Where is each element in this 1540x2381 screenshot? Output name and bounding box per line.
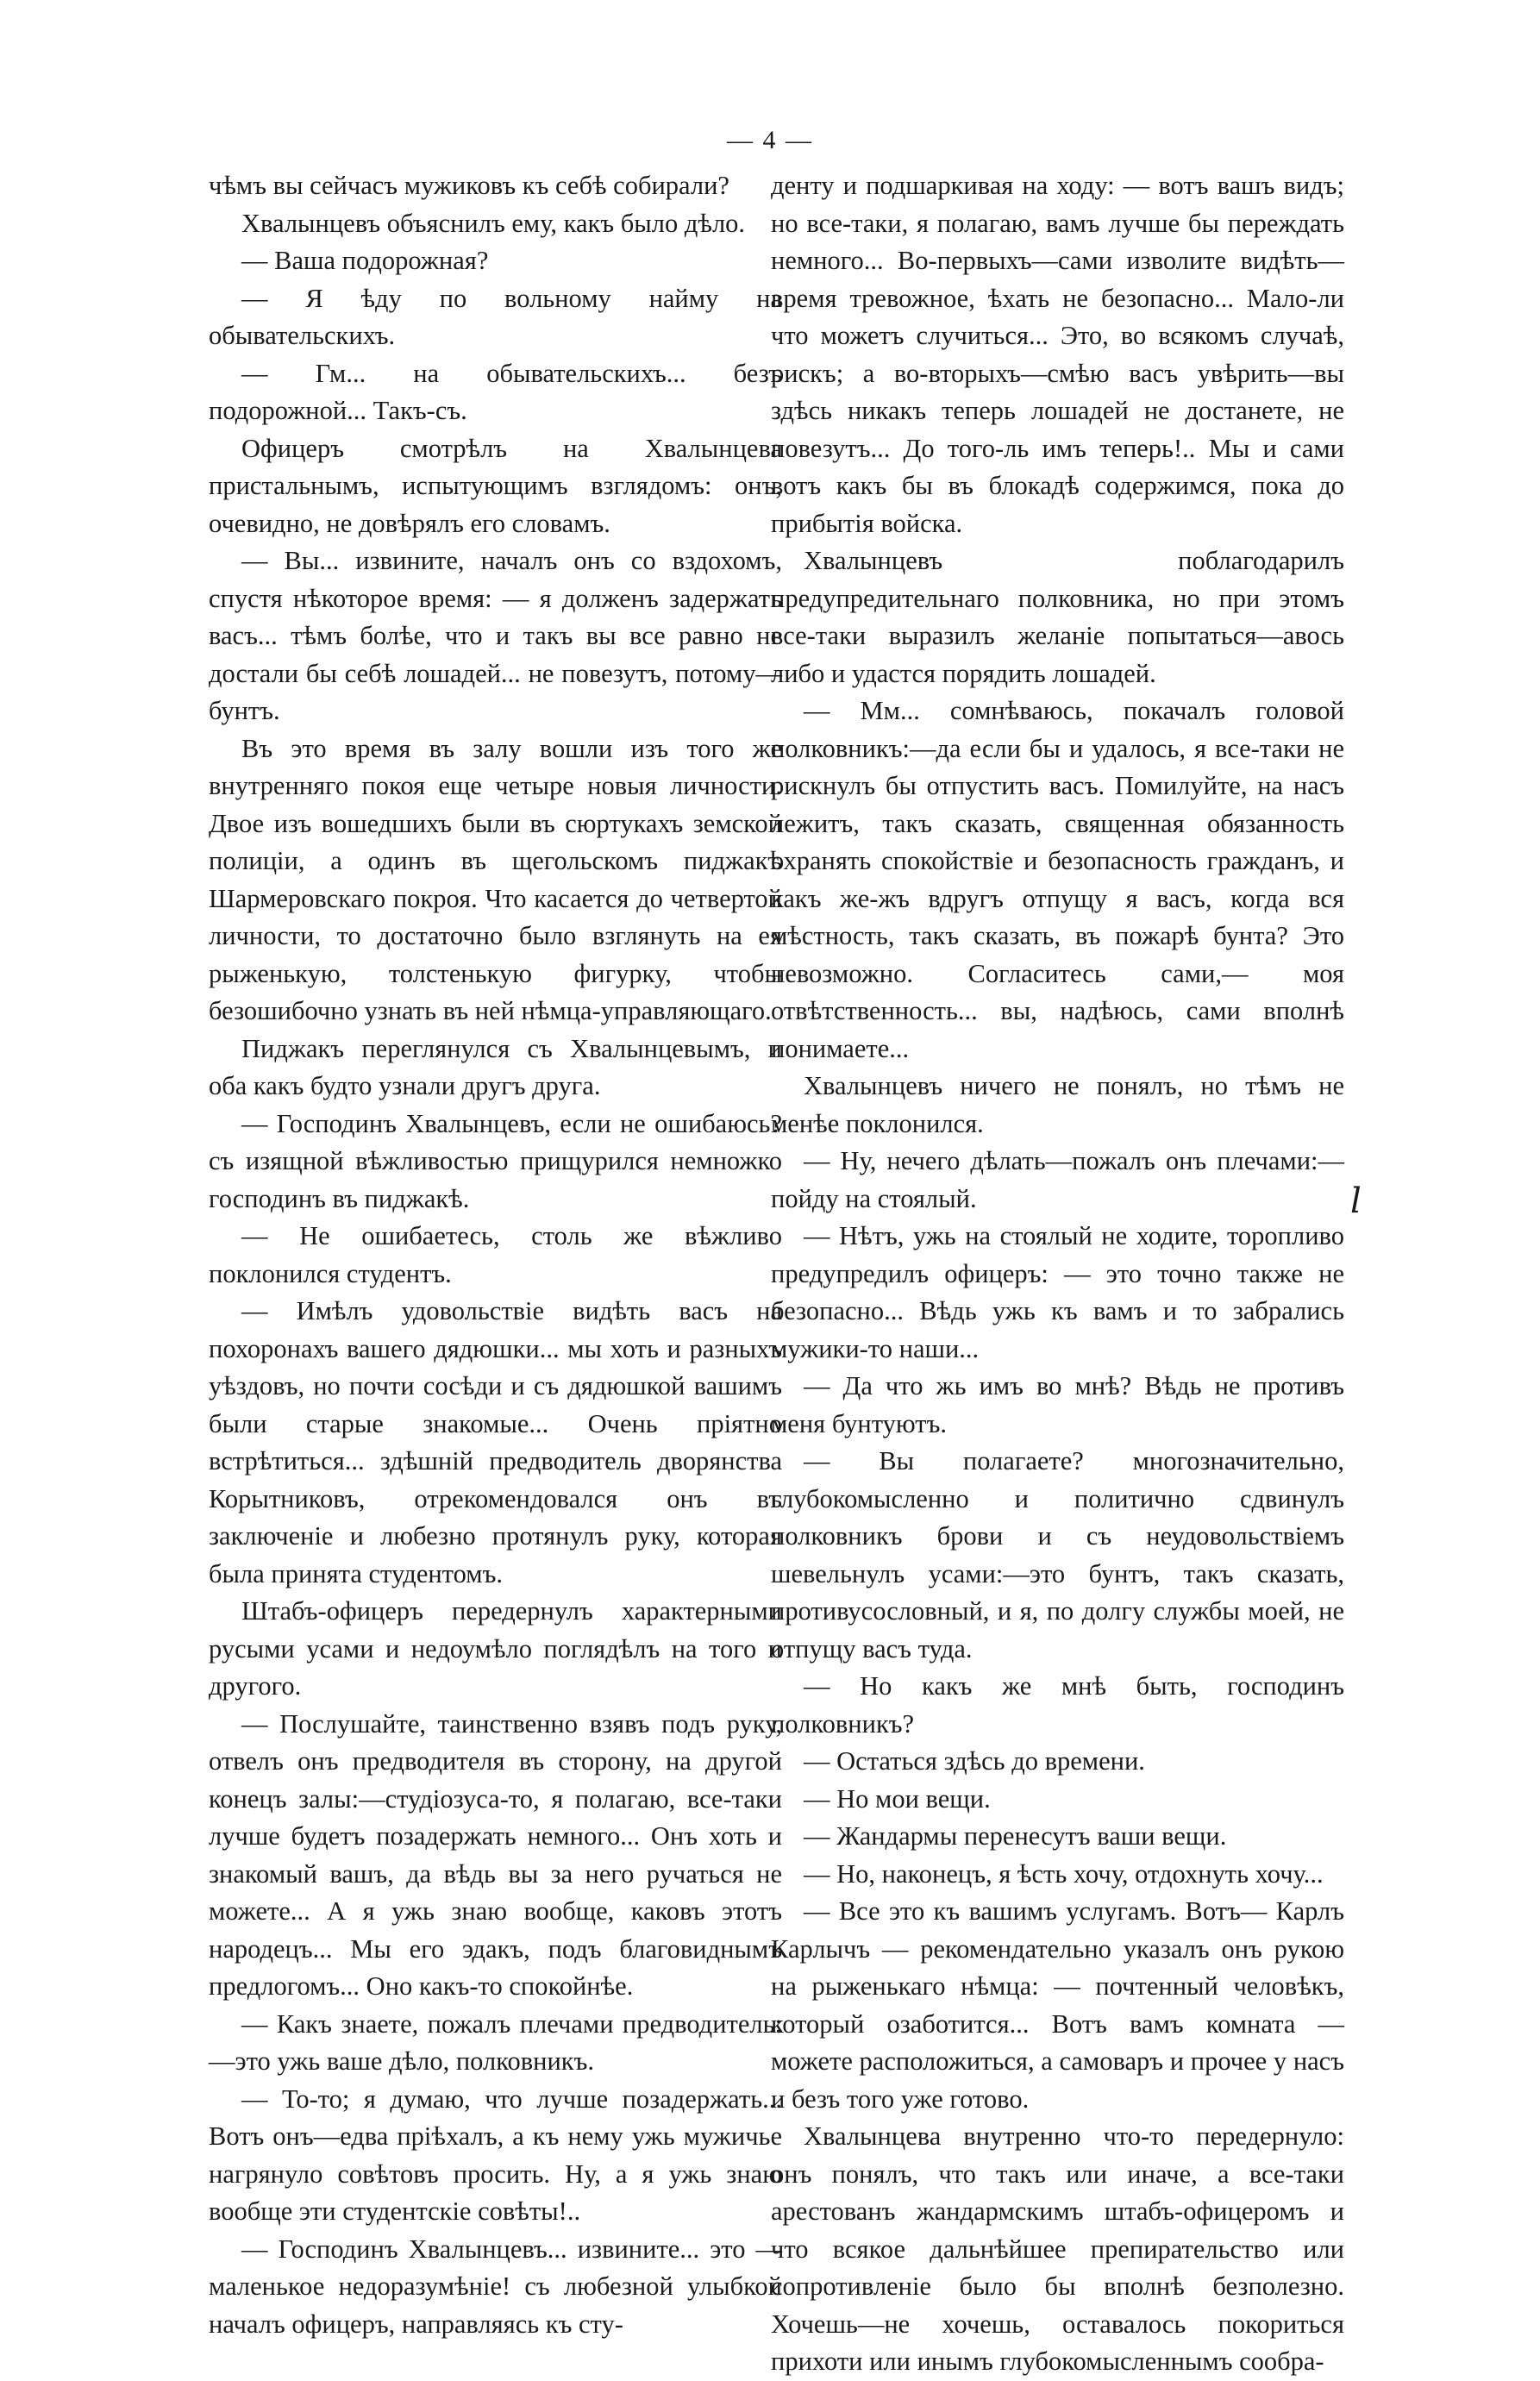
paragraph: Пиджакъ переглянулся съ Хвалынцевымъ, и оба какъ будто узнали другъ друга. <box>209 1033 782 1100</box>
paragraph: — Господинъ Хвалынцевъ, если не ошибаюсь? съ изящной вѣжливостью прищурился немножко господинъ въ пиджакѣ. <box>209 1108 782 1213</box>
paragraph: — Не ошибаетесь, столь же вѣжливо поклонился студентъ. <box>209 1221 782 1288</box>
paragraph: Въ это время въ залу вошли изъ того же внутренняго покоя еще четыре новыя личности. Двое изъ вошедшихъ были въ сюртукахъ земской полиціи, а одинъ въ щегольскомъ пиджакѣ Шармеровскаго покроя. Что касается до четвертой личности, то достаточно было взглянуть на ея рыженькую, толстенькую фигурку, чтобы безошибочно узнать въ ней нѣмца-управляющаго. <box>209 733 782 1025</box>
paragraph: — Мм... сомнѣваюсь, покачалъ головой полковникъ:—да если бы и удалось, я все-таки не рискнулъ бы отпустить васъ. Помилуйте, на насъ лежитъ, такъ сказать, священная обязанность охранять спокойствіе и безопасность гражданъ, и какъ же-жъ вдругъ отпущу я васъ, когда вся мѣстность, такъ сказать, въ пожарѣ бунта? Это невозможно. Согласитесь сами,— моя отвѣтственность... вы, надѣюсь, сами вполнѣ понимаете... <box>771 696 1344 1063</box>
paragraph: Хвалынцевъ поблагодарилъ предупредительнаго полковника, но при этомъ все-таки выразилъ желаніе попытаться—авось либо и удастся порядить лошадей. <box>771 546 1344 688</box>
paragraph: — Но мои вещи. <box>804 1783 991 1814</box>
paragraph: — Да что жь имъ во мнѣ? Вѣдь не противъ меня бунтуютъ. <box>771 1371 1344 1438</box>
paragraph: денту и подшаркивая на ходу: — вотъ вашъ видъ; но все-таки, я полагаю, вамъ лучше бы переждать немного... Во-первыхъ—сами изволите видѣть—время тревожное, ѣхать не безопасно... Мало-ли что можетъ случиться... Это, во всякомъ случаѣ, рискъ; а во-вторыхъ—смѣю васъ увѣрить—вы здѣсь никакъ теперь лошадей не достанете, не повезутъ... До того-ль имъ теперь!.. Мы и сами вотъ какъ бы въ блокадѣ содержимся, пока до прибытія войска. <box>771 171 1344 538</box>
paragraph: — Господинъ Хвалынцевъ... извините... это — маленькое недоразумѣніе! съ любезной улыбкой началъ офицеръ, направляясь къ сту- <box>209 2234 782 2339</box>
paragraph: — Жандармы перенесутъ ваши вещи. <box>804 1821 1227 1851</box>
paragraph: Штабъ-офицеръ передернулъ характерными русыми усами и недоумѣло поглядѣлъ на того и другого. <box>209 1596 782 1701</box>
paragraph: — Все это къ вашимъ услугамъ. Вотъ— Карлъ Карлычъ — рекомендательно указалъ онъ рукою на рыженькаго нѣмца: — почтенный человѣкъ, который озаботится... Вотъ вамъ комната — можете расположиться, а самоваръ и прочее у насъ и безъ того уже готово. <box>771 1896 1344 2114</box>
paragraph: — Ваша подорожная? <box>241 246 489 275</box>
paragraph: — Но какъ же мнѣ быть, господинъ полковникъ? <box>771 1671 1344 1739</box>
paragraph: Офицеръ смотрѣлъ на Хвалынцева пристальнымъ, испытующимъ взглядомъ: онъ, очевидно, не довѣрялъ его словамъ. <box>209 433 782 538</box>
paragraph: Хвалынцевъ объяснилъ ему, какъ было дѣло. <box>241 208 746 238</box>
paragraph: — Вы... извините, началъ онъ со вздохомъ, спустя нѣкоторое время: — я долженъ задержать васъ... тѣмъ болѣе, что и такъ вы все равно не достали бы себѣ лошадей... не повезутъ, потому—бунтъ. <box>209 546 782 725</box>
paragraph: — Гм... на обывательскихъ... безъ подорожной... Такъ-съ. <box>209 358 782 425</box>
paragraph: — То-то; я думаю, что лучше позадержать... Вотъ онъ—едва пріѣхалъ, а къ нему ужь мужичье нагрянуло совѣтовъ просить. Ну, а я ужь знаю вообще эти студентскіе совѣты!.. <box>209 2083 782 2226</box>
right-column <box>771 167 1344 2381</box>
paragraph: — Я ѣду по вольному найму на обывательскихъ. <box>209 283 782 350</box>
paragraph: Хвалынцевъ ничего не понялъ, но тѣмъ не менѣе поклонился. <box>771 1071 1344 1138</box>
left-column <box>209 167 782 2343</box>
paragraph: Хвалынцева внутренно что-то передернуло: онъ понялъ, что такъ или иначе, а все-таки арестованъ жандармскимъ штабъ-офицеромъ и что всякое дальнѣйшее препирательство или сопротивленіе было бы вполнѣ безполезно. Хочешь—не хочешь, оставалось покориться прихоти или инымъ глубокомысленнымъ сообра- <box>771 2121 1344 2376</box>
paragraph: — Послушайте, таинственно взявъ подъ руку, отвелъ онъ предводителя въ сторону, на другой конецъ залы:—студіозуса-то, я полагаю, все-таки лучше будетъ позадержать немного... Онъ хоть и знакомый вашъ, да вѣдь вы за него ручаться не можете... А я ужь знаю вообще, каковъ этотъ народецъ... Мы его эдакъ, подъ благовиднымъ предлогомъ... Оно какъ-то спокойнѣе. <box>209 1708 782 2001</box>
paragraph: — Какъ знаете, пожалъ плечами предводитель:—это ужь ваше дѣло, полковникъ. <box>209 2008 782 2076</box>
paragraph: — Вы полагаете? многозначительно, глубокомысленно и политично сдвинулъ полковникъ брови и съ неудовольствіемъ шевельнулъ усами:—это бунтъ, такъ сказать, противусословный, и я, по долгу службы моей, не отпущу васъ туда. <box>771 1446 1344 1664</box>
paragraph: — Остаться здѣсь до времени. <box>804 1746 1145 1776</box>
paragraph: чѣмъ вы сейчасъ мужиковъ къ себѣ собирали? <box>209 171 729 200</box>
page-number: — 4 — <box>727 126 813 154</box>
paragraph: — Ну, нечего дѣлать—пожалъ онъ плечами:—пойду на стоялый. <box>771 1146 1344 1213</box>
paragraph: — Имѣлъ удовольствіе видѣть васъ на похоронахъ вашего дядюшки... мы хоть и разныхъ уѣздовъ, но почти сосѣди и съ дядюшкой вашимъ были старые знакомые... Очень пріятно встрѣтиться... здѣшній предводитель дворянства Корытниковъ, отрекомендовался онъ въ заключеніе и любезно протянулъ руку, которая была принята студентомъ. <box>209 1296 782 1588</box>
paragraph: — Нѣтъ, ужь на стоялый не ходите, торопливо предупредилъ офицеръ: — это точно также не безопасно... Вѣдь ужь къ вамъ и то забрались мужики-то наши... <box>771 1221 1344 1363</box>
margin-note: l <box>1350 1181 1362 1221</box>
paragraph: — Но, наконецъ, я ѣсть хочу, отдохнуть хочу... <box>804 1858 1324 1889</box>
